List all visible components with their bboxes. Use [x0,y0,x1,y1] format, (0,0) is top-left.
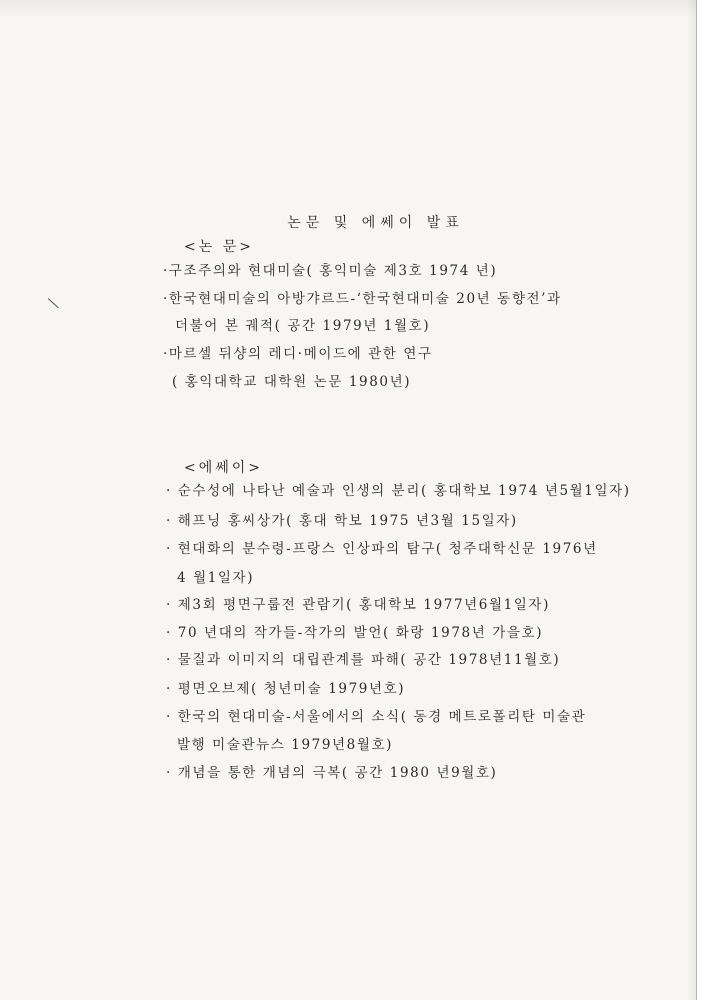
essay-item-continuation: 발행 미술관뉴스 1979년8월호) [177,737,394,753]
essays-heading: <에쎄이> [184,460,264,476]
paper-item-continuation: 더불어 본 궤적( 공간 1979년 1월호) [175,318,431,334]
essay-item: · 70 년대의 작가들-작가의 발언( 화랑 1978년 가을호) [166,625,544,641]
essay-item: · 해프닝 홍씨상가( 홍대 학보 1975 년3월 15일자) [166,513,518,529]
page-top-shadow [0,0,711,18]
essay-item: · 순수성에 나타난 예술과 인생의 분리( 홍대학보 1974 년5월1일자) [166,483,631,499]
essay-item: · 평면오브제( 청년미술 1979년호) [166,681,406,697]
stray-pen-mark [48,298,59,308]
essay-item-continuation: 4 월1일자) [177,570,255,586]
essay-item: · 물질과 이미지의 대립관계를 파해( 공간 1978년11월호) [166,652,561,668]
essay-item: · 개념을 통한 개념의 극복( 공간 1980 년9월호) [166,765,498,781]
document-title: 논문 및 에쎄이 발표 [287,215,464,231]
essay-item: · 제3회 평면구룹전 관람기( 홍대학보 1977년6월1일자) [166,597,550,613]
page-right-edge [696,0,711,1000]
paper-item: ·한국현대미술의 아방갸르드-‘한국현대미술 20년 동향전’과 [163,291,562,307]
papers-heading: <논 문> [184,239,254,255]
essay-item: · 현대화의 분수령-프랑스 인상파의 탐구( 청주대학신문 1976년 [166,541,598,557]
paper-item: ·마르셀 뒤샹의 레디·메이드에 관한 연구 [163,346,433,362]
essay-item: · 한국의 현대미술-서울에서의 소식( 동경 메트로폴리탄 미술관 [166,709,587,725]
paper-item-continuation: ( 홍익대학교 대학원 논문 1980년) [172,374,412,390]
paper-item: ·구조주의와 현대미술( 홍익미술 제3호 1974 년) [163,263,498,279]
